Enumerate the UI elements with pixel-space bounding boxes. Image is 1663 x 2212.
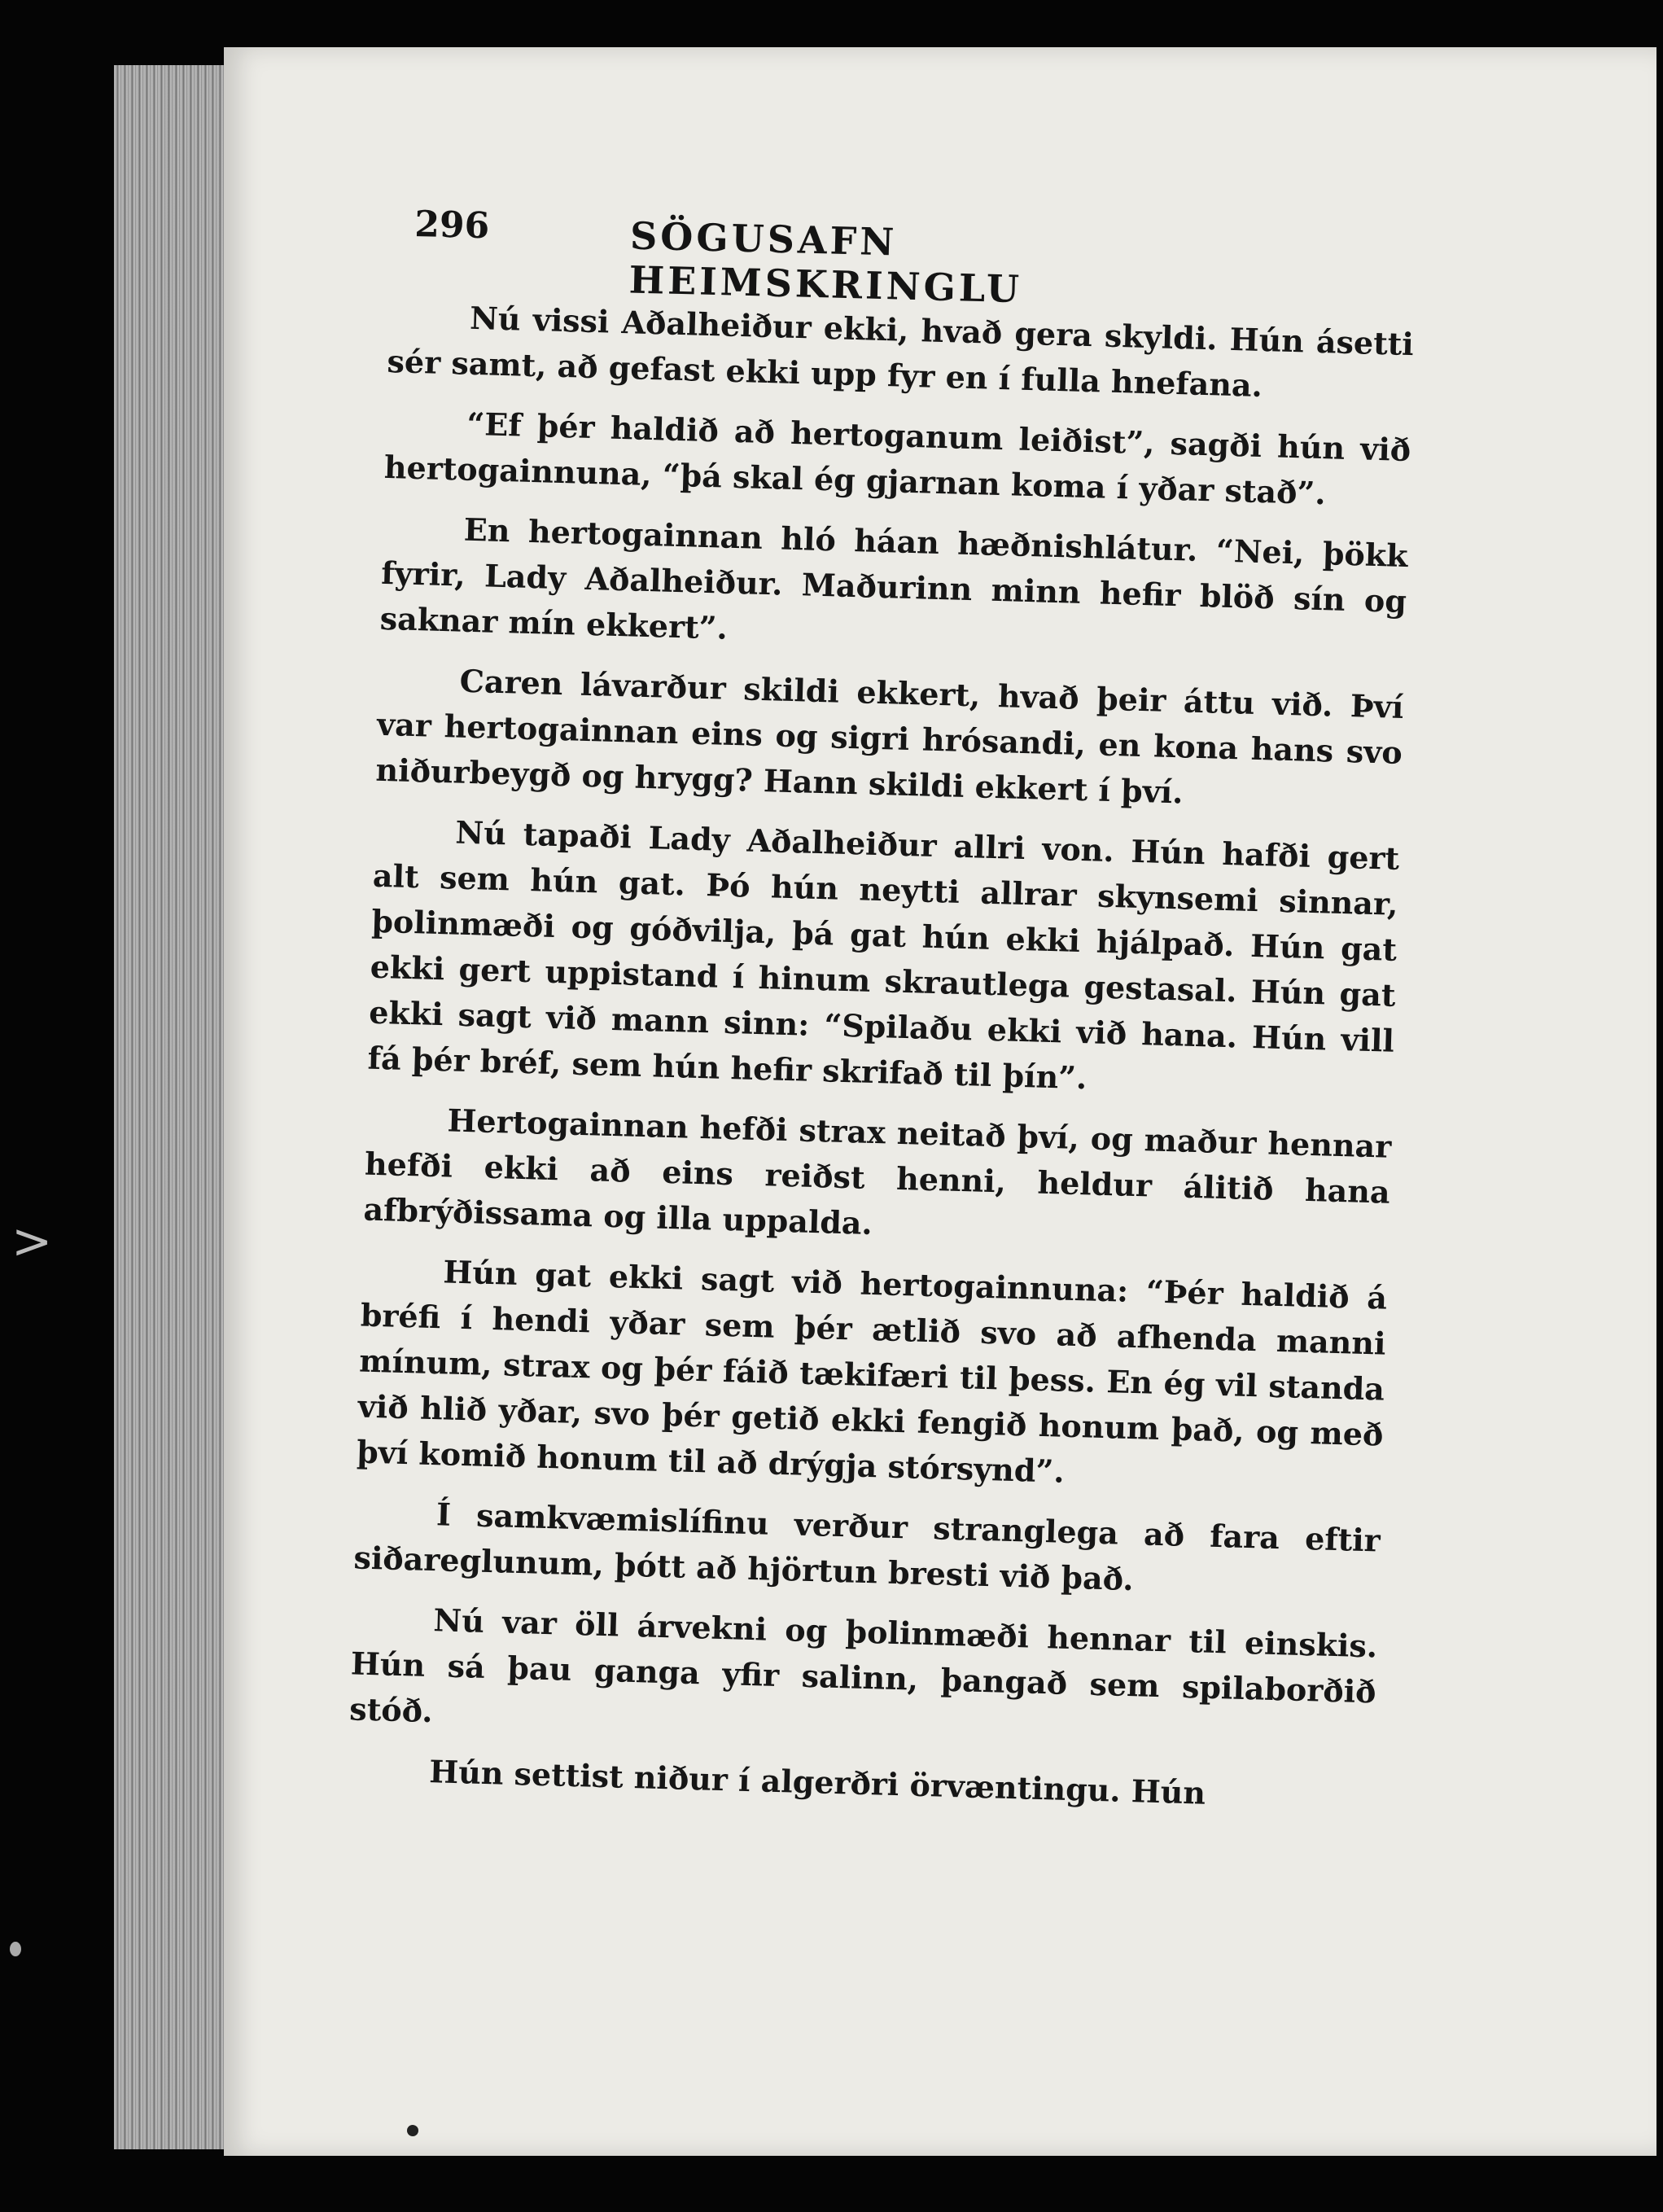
running-title: SÖGUSAFN HEIMSKRINGLU [628, 213, 1023, 312]
paragraph: Nú vissi Aðalheiður ekki, hvað gera skyldi. Hún ásetti sér samt, að gefast ekki upp fyr en í fulla hnefana. [387, 299, 1415, 404]
paragraph: Nú var öll árvekni og þolinmæði hennar til einskis. Hún sá þau ganga yfir salinn, þangað sem spilaborðið stóð. [348, 1601, 1378, 1730]
paragraph: “Ef þér haldið að hertoganum leiðist”, sagði hún við hertogainnuna, “þá skal ég gjarnan koma í yðar stað”. [383, 405, 1411, 512]
paragraph: Hún settist niður í algerðri örvæntingu. Hún [428, 1753, 1206, 1811]
margin-arrow-icon: > [11, 1213, 53, 1270]
page-number: 296 [414, 204, 490, 247]
body-text [347, 293, 1414, 1835]
left-margin-dot [10, 1942, 21, 1956]
paragraph: Nú tapaði Lady Aðalheiður allri von. Hún hafði gert alt sem hún gat. Þó hún neytti allrar skynsemi sinnar, þolinmæði og góðvilja, þá gat hún ekki hjálpað. Hún gat ekki gert uppistand í hinum skrautlega gestasal. Hún gat ekki sagt við mann sinn: “Spilaðu ekki við hana. Hún vill fá þér bréf, sem hún hefir skrifað til þín”. [367, 813, 1400, 1097]
book-page-edges [114, 65, 236, 2149]
paragraph: Caren lávarður skildi ekkert, hvað þeir áttu við. Því var hertogainnan eins og sigri hrósandi, en kona hans svo niðurbeygð og hrygg? Hann skildi ekkert í því. [375, 662, 1404, 811]
paragraph: Í samkvæmislífinu verður stranglega að fara eftir siðareglunum, þótt að hjörtun bresti við það. [352, 1496, 1381, 1598]
paragraph: Hún gat ekki sagt við hertogainnuna: “Þér haldið á bréfi í hendi yðar sem þér ætlið svo að afhenda manni mínum, strax og þér fáið tækifæri til þess. En ég vil standa við hlið yðar, svo þér getið ekki fengið honum það, og með því komið honum til að drýgja stórsynd”. [356, 1253, 1388, 1490]
paragraph: En hertogainnan hló háan hæðnishlátur. “Nei, þökk fyrir, Lady Aðalheiður. Maðurinn minn hefir blöð sín og saknar mín ekkert”. [379, 510, 1409, 646]
paragraph: Hertogainnan hefði strax neitað því, og maður hennar hefði ekki að eins reiðst henni, heldur álitið hana afbrýðissama og illa uppalda. [362, 1102, 1392, 1242]
bottom-margin-dot [407, 2125, 418, 2136]
